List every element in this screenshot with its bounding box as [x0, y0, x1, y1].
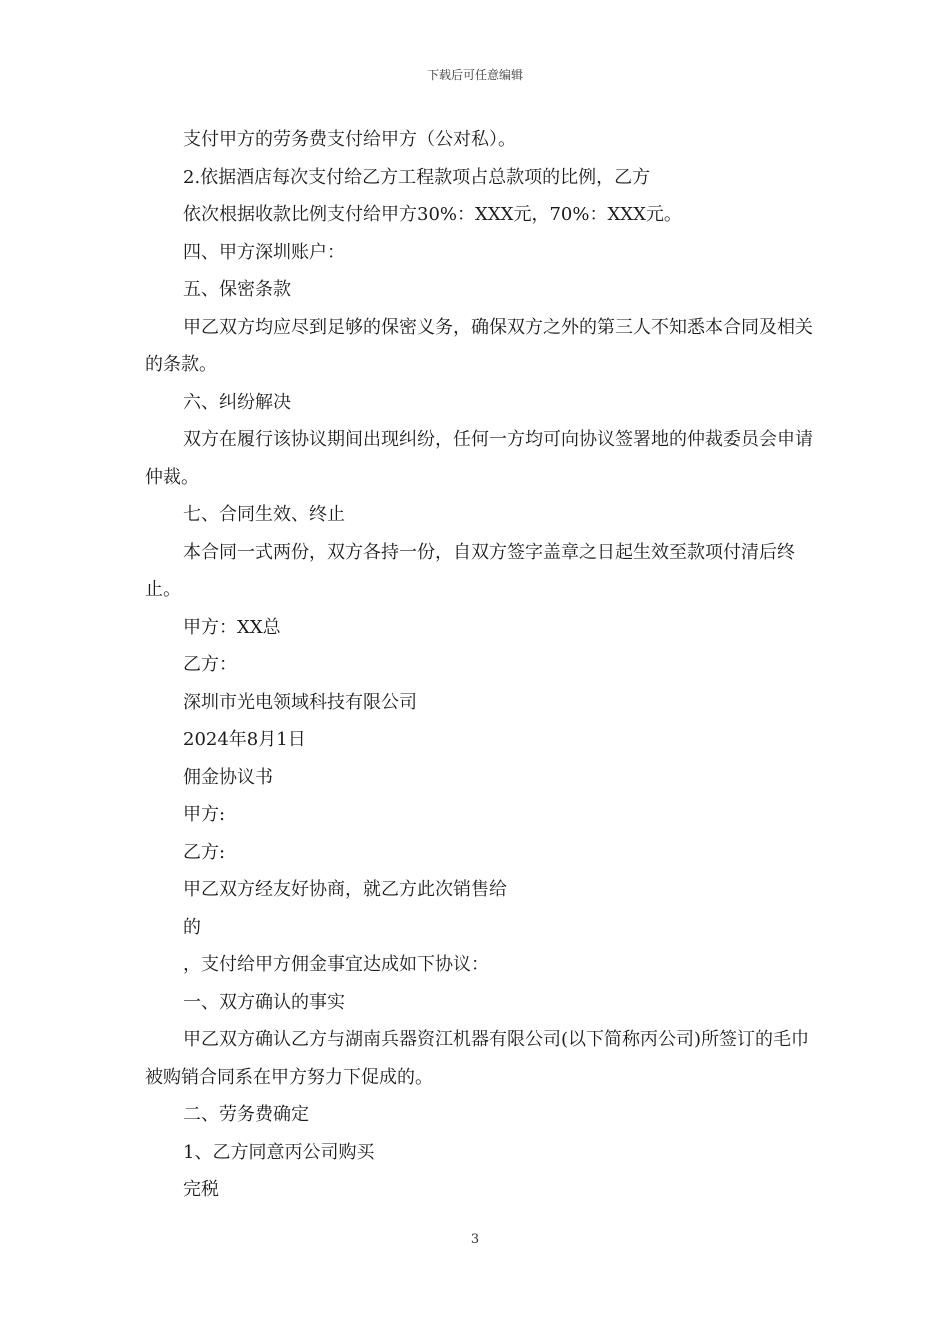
- section-heading-confidentiality: 五、保密条款: [183, 279, 291, 300]
- party-b-label: 乙方:: [183, 841, 226, 863]
- paragraph-clause-2: 2.依据酒店每次支付给乙方工程款项占总款项的比例，乙方: [183, 166, 651, 188]
- paragraph-facts: 甲乙双方确认乙方与湖南兵器资江机器有限公司(以下简称丙公司)所签订的毛巾被购销合同系在甲方努力下促成的。: [145, 1029, 810, 1088]
- document-title: 佣金协议书: [183, 766, 273, 788]
- paragraph-intro-fragment: 的: [183, 916, 201, 938]
- paragraph-effect: 本合同一式两份，双方各持一份，自双方签字盖章之日起生效至款项付清后终止。: [145, 541, 795, 600]
- page-header: 下载后可任意编辑: [426, 68, 523, 82]
- paragraph-payment-ratio: 依次根据收款比例支付给甲方30%：XXX元，70%：XXX元。: [183, 204, 682, 225]
- signing-date: 2024年8月1日: [183, 729, 306, 750]
- paragraph-intro: 甲乙双方经友好协商，就乙方此次销售给: [183, 879, 507, 900]
- company-name: 深圳市光电领域科技有限公司: [183, 691, 417, 713]
- paragraph-payment-note: 支付甲方的劳务费支付给甲方（公对私）。: [183, 129, 516, 150]
- paragraph-fee-clause-1: 1、乙方同意丙公司购买: [183, 1141, 375, 1163]
- paragraph-dispute: 双方在履行该协议期间出现纠纷，任何一方均可向协议签署地的仲裁委员会申请仲裁。: [145, 429, 813, 488]
- page-number: 3: [470, 1232, 480, 1247]
- document-body: [145, 121, 815, 1209]
- paragraph-confidentiality: 甲乙双方均应尽到足够的保密义务，确保双方之外的第三人不知悉本合同及相关的条款。: [145, 316, 813, 375]
- section-heading-dispute: 六、纠纷解决: [183, 391, 291, 413]
- paragraph-intro-continuation: ，支付给甲方佣金事宜达成如下协议：: [183, 954, 489, 975]
- party-a-label: 甲方:: [183, 804, 226, 825]
- signature-party-a: 甲方：XX总: [183, 616, 281, 638]
- section-heading-fee: 二、劳务费确定: [183, 1104, 309, 1125]
- section-heading-facts: 一、双方确认的事实: [183, 991, 345, 1013]
- signature-party-b: 乙方：: [183, 654, 237, 675]
- paragraph-tax: 完税: [183, 1179, 219, 1200]
- section-heading-effect: 七、合同生效、终止: [183, 504, 345, 525]
- section-heading-account: 四、甲方深圳账户：: [183, 241, 345, 263]
